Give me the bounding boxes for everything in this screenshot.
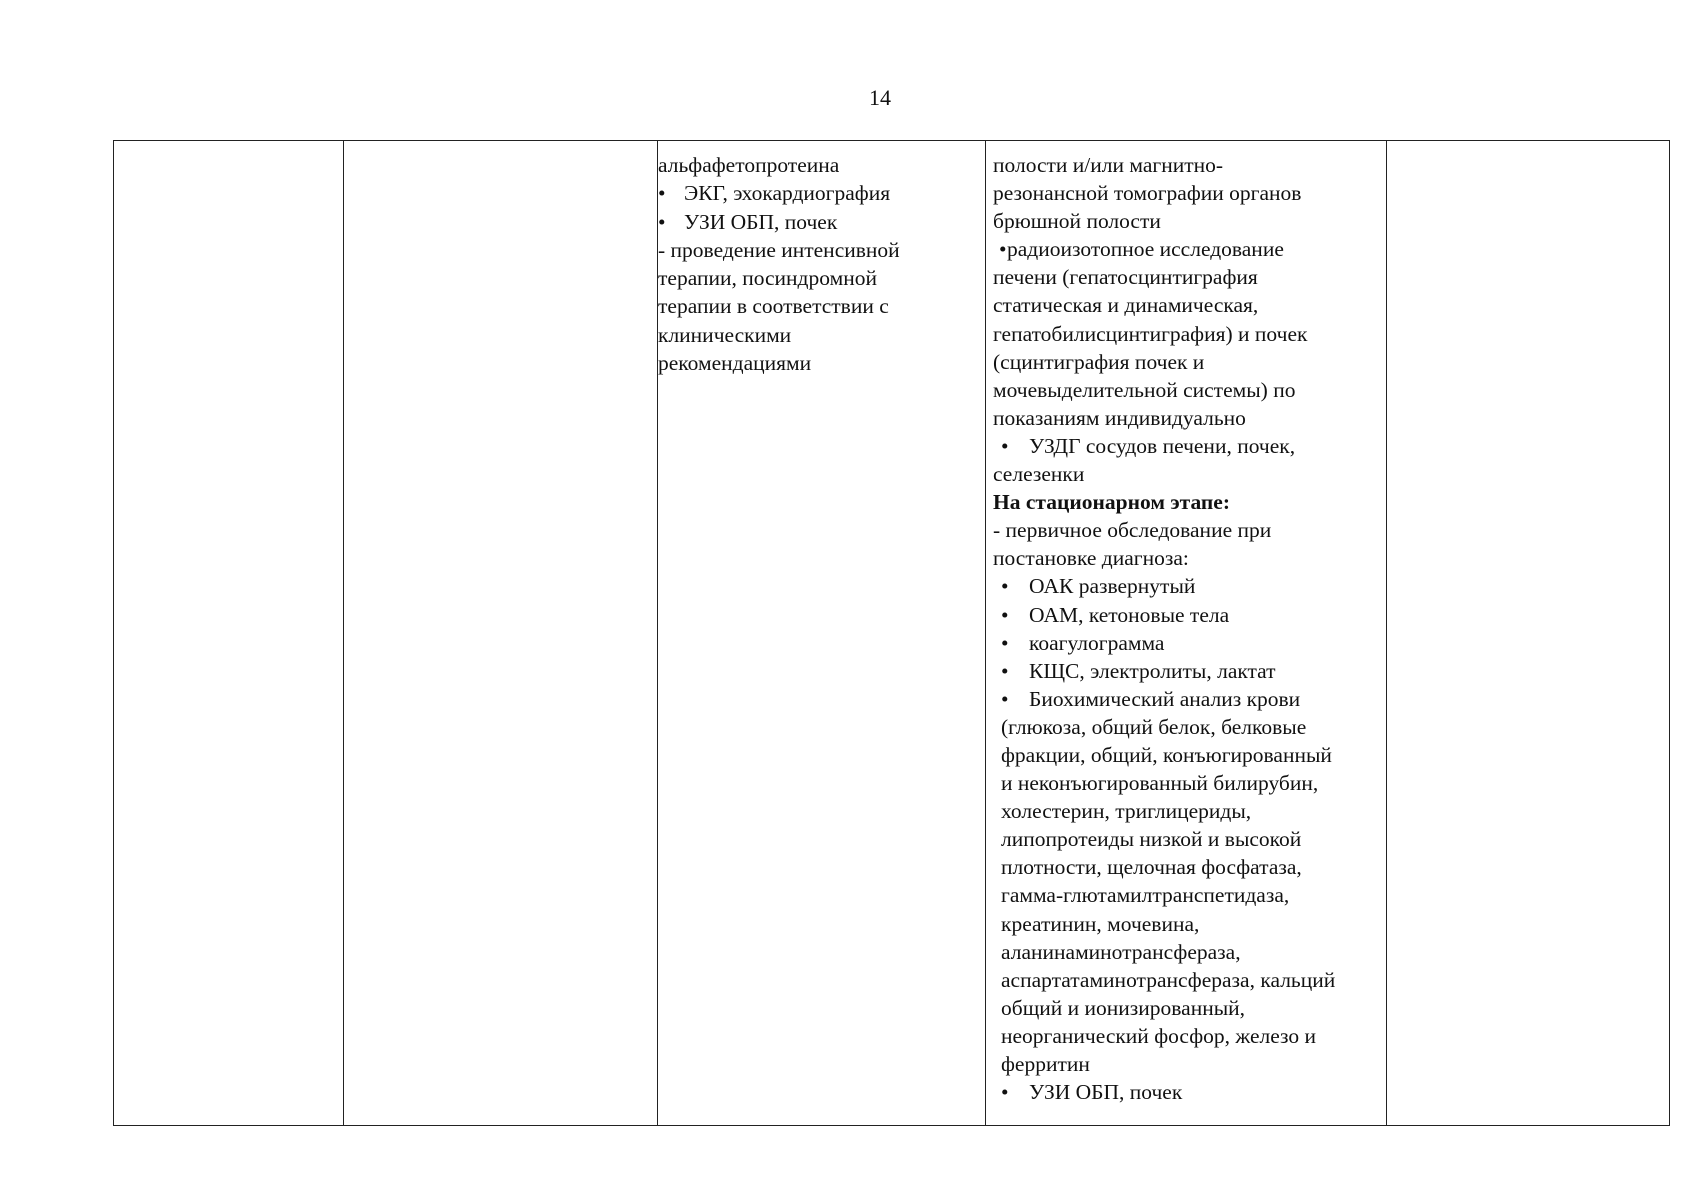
text-line: рекомендациями [658, 351, 812, 376]
table-cell-col3 [658, 151, 986, 377]
bullet-item: • ОАК развернутый [1001, 574, 1196, 599]
bullet-item: • Биохимический анализ крови [1001, 686, 1301, 711]
text-line: резонансной томографии органов [993, 181, 1302, 206]
column-divider [343, 141, 344, 1125]
text-line: холестерин, триглицериды, [1001, 799, 1252, 824]
table-cell-col4 [993, 151, 1388, 1106]
bullet-item: • УЗИ ОБП, почек [1001, 1080, 1183, 1105]
text-line: и неконъюгированный билирубин, [1001, 771, 1319, 796]
bullet-item: •радиоизотопное исследование [999, 237, 1284, 262]
text-line: селезенки [993, 462, 1085, 487]
text-line: плотности, щелочная фосфатаза, [1001, 855, 1302, 880]
text-line: гамма-глютамилтранспетидаза, [1001, 883, 1290, 908]
text-line: общий и ионизированный, [1001, 995, 1246, 1020]
text-line: (глюкоза, общий белок, белковые [1001, 714, 1307, 739]
bullet-item: • ОАМ, кетоновые тела [1001, 602, 1230, 627]
text-line: альфафетопротеина [658, 153, 840, 177]
text-line: аланинаминотрансфераза, [1001, 939, 1241, 964]
text-line: - первичное обследование при [993, 518, 1272, 543]
bullet-item: • коагулограмма [1001, 630, 1165, 655]
text-line: фракции, общий, конъюгированный [1001, 742, 1332, 767]
text-line: клиническими [658, 322, 792, 347]
text-line: брюшной полости [993, 209, 1161, 234]
bullet-continuation [993, 713, 1388, 1078]
document-table [113, 140, 1670, 1126]
text-line: неорганический фосфор, железо и [1001, 1023, 1317, 1048]
page-number: 14 [869, 85, 891, 110]
text-line: печени (гепатосцинтиграфия [993, 265, 1258, 290]
text-line: креатинин, мочевина, [1001, 911, 1200, 936]
bullet-item: • УЗДГ сосудов печени, почек, [1001, 433, 1296, 458]
bullet-item: • УЗИ ОБП, почек [658, 209, 838, 234]
text-line: статическая и динамическая, [993, 293, 1259, 318]
text-line: (сцинтиграфия почек и [993, 349, 1205, 374]
section-heading: На стационарном этапе: [993, 490, 1231, 515]
text-line: мочевыделительной системы) по [993, 377, 1296, 402]
text-line: липопротеиды низкой и высокой [1001, 827, 1302, 852]
text-line: терапии, посиндромной [658, 266, 877, 291]
text-line: - проведение интенсивной [658, 237, 900, 262]
text-line: показаниям индивидуально [993, 405, 1246, 430]
bullet-item: • ЭКГ, эхокардиография [658, 181, 891, 206]
text-line: ферритин [1001, 1052, 1090, 1076]
text-line: терапии в соответствии с [658, 294, 889, 319]
text-line: полости и/или магнитно- [993, 153, 1224, 177]
text-line: аспартатаминотрансфераза, кальций [1001, 967, 1336, 992]
bullet-item: • КЩС, электролиты, лактат [1001, 658, 1276, 683]
text-line: постановке диагноза: [993, 546, 1189, 571]
text-line: гепатобилисцинтиграфия) и почек [993, 321, 1308, 346]
